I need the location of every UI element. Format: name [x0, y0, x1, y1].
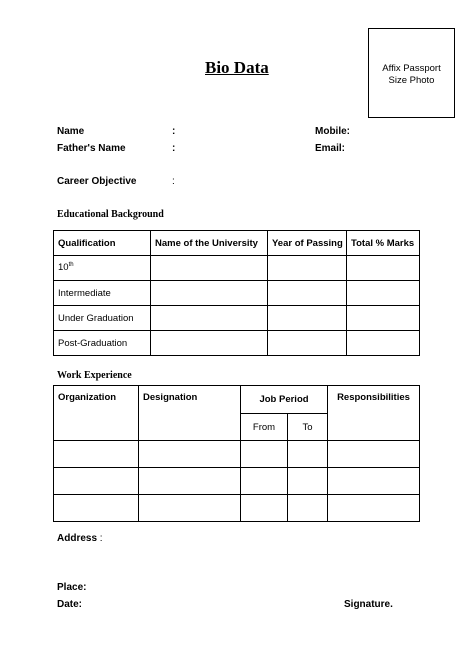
from-cell[interactable]	[241, 468, 288, 495]
table-row	[54, 281, 420, 306]
qualification-cell	[54, 306, 151, 331]
father-name-label: Father's Name	[57, 143, 126, 154]
header-university: Name of the University	[151, 231, 268, 256]
career-objective-colon: :	[172, 176, 175, 187]
header-responsibilities: Responsibilities	[328, 386, 420, 441]
work-section-title: Work Experience	[57, 370, 132, 381]
designation-cell[interactable]	[139, 441, 241, 468]
qualification-cell	[54, 331, 151, 356]
work-table	[53, 385, 420, 522]
responsibilities-cell[interactable]	[328, 495, 420, 522]
qualification-text: 10	[58, 262, 69, 274]
header-job-period: Job Period	[241, 386, 328, 414]
from-cell[interactable]	[241, 441, 288, 468]
header-from: From	[241, 414, 288, 441]
responsibilities-cell[interactable]	[328, 468, 420, 495]
table-row	[54, 256, 420, 281]
date-label: Date:	[57, 599, 83, 610]
education-table	[53, 230, 420, 356]
responsibilities-cell[interactable]	[328, 441, 420, 468]
year-cell[interactable]	[268, 306, 347, 331]
place-label: Place:	[57, 582, 87, 593]
from-cell[interactable]	[241, 495, 288, 522]
header-qualification: Qualification	[54, 231, 151, 256]
designation-cell[interactable]	[139, 495, 241, 522]
photo-placeholder	[368, 28, 455, 118]
university-cell[interactable]	[151, 306, 268, 331]
marks-cell[interactable]	[347, 256, 420, 281]
header-total-marks: Total % Marks	[347, 231, 420, 256]
education-section-title: Educational Background	[57, 209, 164, 220]
career-objective-label: Career Objective	[57, 176, 137, 187]
marks-cell[interactable]	[347, 306, 420, 331]
table-row	[54, 331, 420, 356]
header-to: To	[288, 414, 328, 441]
name-colon: :	[172, 126, 176, 137]
address-label-text: Address	[57, 533, 98, 544]
photo-text-line-1: Affix Passport	[382, 63, 441, 74]
university-cell[interactable]	[151, 331, 268, 356]
email-label: Email:	[315, 143, 346, 154]
photo-text-line-2: Size Photo	[388, 75, 435, 86]
mobile-label: Mobile:	[315, 126, 350, 137]
qualification-superscript: th	[68, 262, 74, 269]
university-cell[interactable]	[151, 281, 268, 306]
table-row	[54, 495, 420, 522]
year-cell[interactable]	[268, 281, 347, 306]
designation-cell[interactable]	[139, 468, 241, 495]
to-cell[interactable]	[288, 441, 328, 468]
year-cell[interactable]	[268, 256, 347, 281]
table-row	[54, 306, 420, 331]
header-designation: Designation	[139, 386, 241, 441]
qualification-cell	[54, 281, 151, 306]
marks-cell[interactable]	[347, 331, 420, 356]
work-header-row	[54, 386, 420, 414]
marks-cell[interactable]	[347, 281, 420, 306]
education-header-row	[54, 231, 420, 256]
father-name-colon: :	[172, 143, 176, 154]
header-organization: Organization	[54, 386, 139, 441]
table-row	[54, 441, 420, 468]
to-cell[interactable]	[288, 468, 328, 495]
organization-cell[interactable]	[54, 495, 139, 522]
qualification-cell	[54, 256, 151, 281]
signature-label: Signature.	[344, 599, 393, 610]
address-label	[57, 533, 103, 544]
qualification-text: Under Graduation	[58, 312, 134, 324]
university-cell[interactable]	[151, 256, 268, 281]
year-cell[interactable]	[268, 331, 347, 356]
qualification-text: Post-Graduation	[58, 337, 128, 349]
qualification-text: Intermediate	[58, 287, 111, 299]
name-label: Name	[57, 126, 85, 137]
to-cell[interactable]	[288, 495, 328, 522]
header-year-of-passing: Year of Passing	[268, 231, 347, 256]
organization-cell[interactable]	[54, 441, 139, 468]
organization-cell[interactable]	[54, 468, 139, 495]
page-title: Bio Data	[205, 58, 269, 77]
address-colon: :	[99, 533, 103, 544]
table-row	[54, 468, 420, 495]
